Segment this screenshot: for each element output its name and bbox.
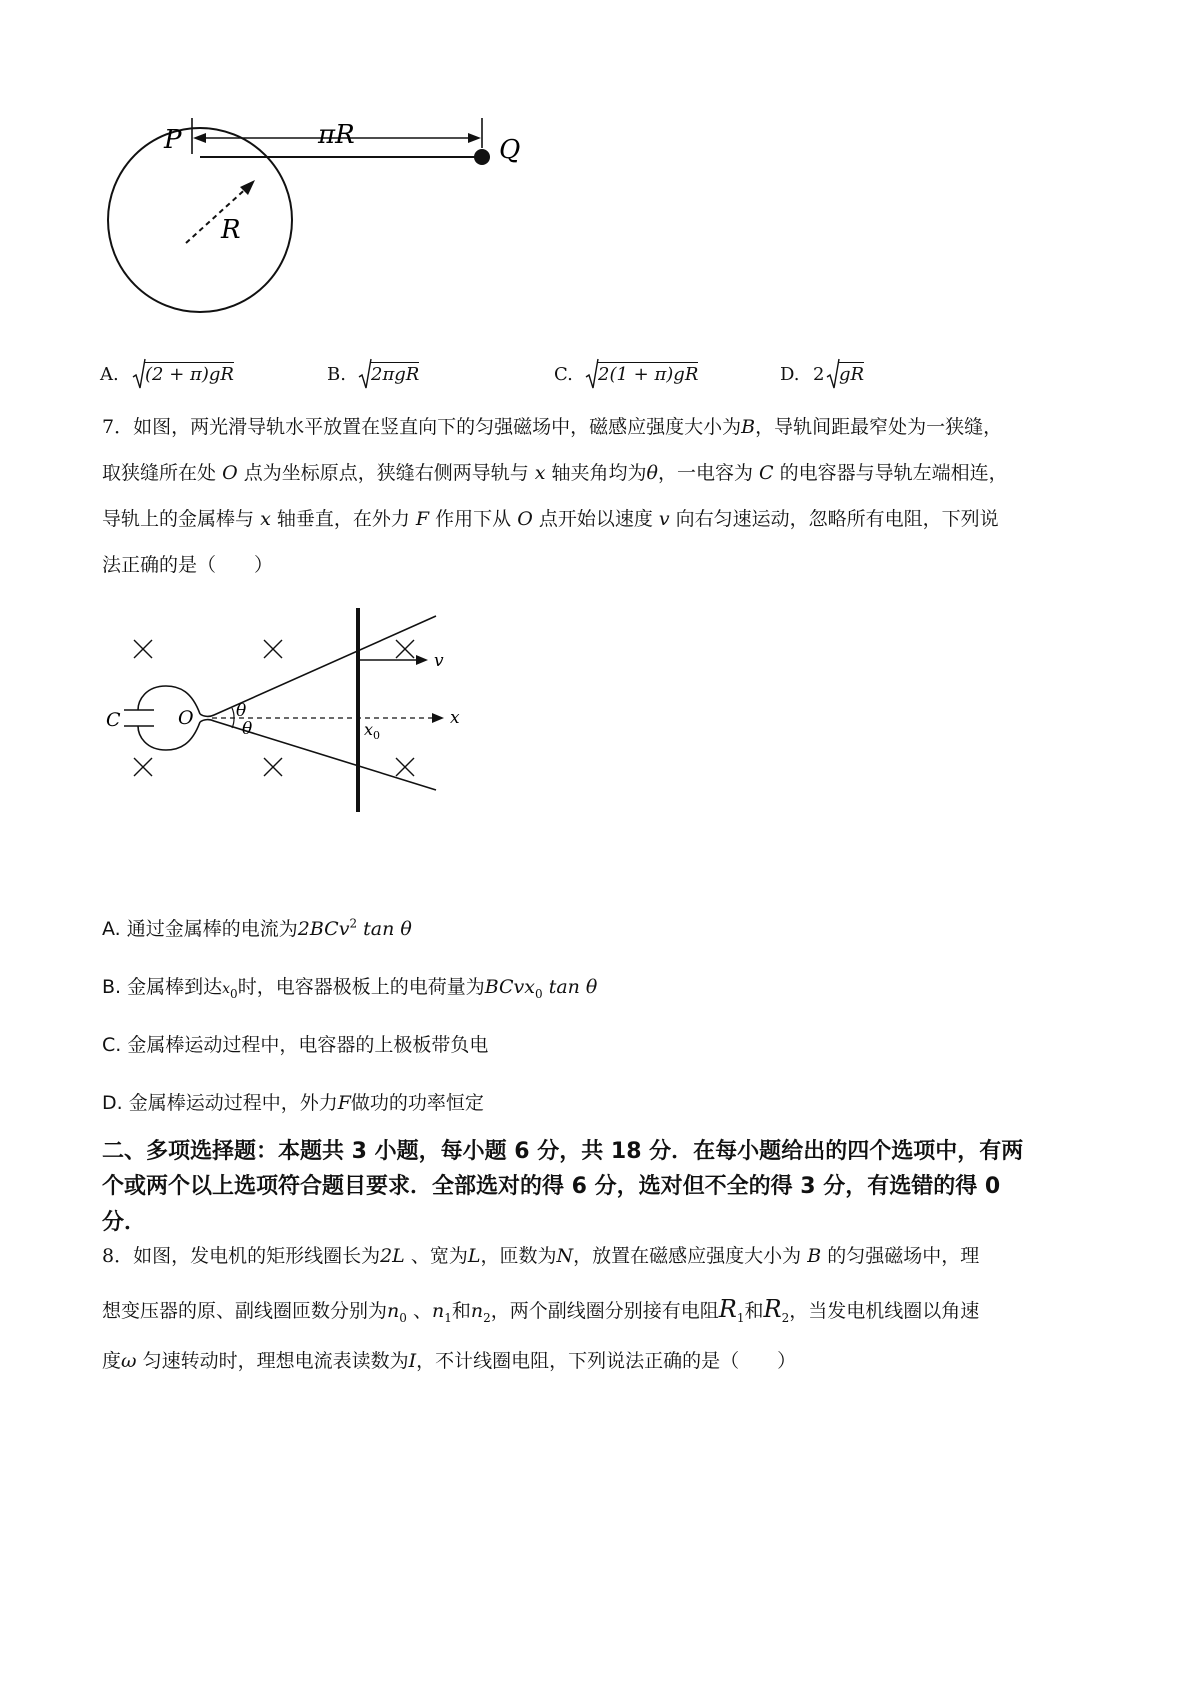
distance-arrowhead-left	[193, 133, 206, 143]
sqrt-sign	[132, 358, 146, 390]
option-expr: 2πgR	[371, 364, 420, 385]
option-letter: D.	[780, 364, 800, 385]
q8-line-2: 想变压器的原、副线圈匝数分别为$n_0$ 、$n_1$和$n_2$，两个副线圈分别接有电阻$R_1$和$R_2$，当发电机线圈以角速	[102, 1295, 980, 1325]
option-letter: B.	[327, 364, 346, 385]
label-q: Q	[499, 135, 521, 165]
label-o: O	[178, 707, 194, 729]
angle-arc-top	[232, 708, 234, 718]
field-cross	[396, 640, 414, 658]
rail-bottom	[200, 720, 436, 790]
label-c: C	[106, 709, 121, 731]
q7-line-1: 7．如图，两光滑导轨水平放置在竖直向下的匀强磁场中，磁感应强度大小为B，导轨间距最窄处为一狭缝，	[102, 416, 1003, 438]
label-v: v	[434, 651, 444, 671]
option-expr: 2(1 + π)gR	[598, 364, 699, 385]
label-x0: $x_0$	[364, 720, 381, 742]
field-cross	[134, 758, 152, 776]
q7-option-a[interactable]: A. 通过金属棒的电流为2BCv$^2$ tan θ	[102, 916, 412, 940]
circle-track	[108, 128, 292, 312]
label-pi-r: πR	[318, 120, 355, 150]
distance-arrowhead-right	[468, 133, 481, 143]
q7-option-d[interactable]: D. 金属棒运动过程中，外力F做功的功率恒定	[102, 1092, 484, 1114]
velocity-arrowhead	[416, 655, 428, 665]
option-expr: (2 + π)gR	[145, 364, 234, 385]
option-letter: A.	[100, 364, 119, 385]
q7-line-2: 取狭缝所在处 O 点为坐标原点，狭缝右侧两导轨与 x 轴夹角均为θ，一电容为 C 的电容器与导轨左端相连，	[102, 462, 1008, 484]
label-p: P	[164, 125, 182, 155]
sqrt-sign	[826, 358, 840, 390]
field-cross	[134, 640, 152, 658]
field-cross	[264, 758, 282, 776]
option-letter: C.	[554, 364, 573, 385]
sqrt-sign	[585, 358, 599, 390]
section-heading-line-1: 二、多项选择题：本题共 3 小题，每小题 6 分，共 18 分．在每小题给出的四个选项中，有两	[102, 1139, 1024, 1164]
x-axis-arrowhead	[432, 713, 444, 723]
circle-diagram	[100, 110, 560, 345]
rail-diagram	[100, 600, 480, 820]
q7-line-4: 法正确的是（ ）	[102, 554, 274, 576]
q7-line-3: 导轨上的金属棒与 x 轴垂直，在外力 F 作用下从 O 点开始以速度 v 向右匀速运动，忽略所有电阻，下列说	[102, 508, 999, 530]
label-r: R	[221, 215, 241, 245]
section-heading-line-2: 个或两个以上选项符合题目要求．全部选对的得 6 分，选对但不全的得 3 分，有选错的得 0	[102, 1174, 1001, 1199]
q7-option-b[interactable]: B. 金属棒到达$x_0$时，电容器极板上的电荷量为BCvx$_0$ tan θ	[102, 976, 598, 1001]
option-coefficient: 2	[813, 364, 825, 385]
option-expr: gR	[839, 364, 865, 385]
label-x: x	[450, 708, 460, 728]
field-cross	[396, 758, 414, 776]
section-heading-line-3: 分．	[102, 1210, 147, 1235]
field-cross	[264, 640, 282, 658]
q8-line-1: 8．如图，发电机的矩形线圈长为2L 、宽为L，匝数为N，放置在磁感应强度大小为 B 的匀强磁场中，理	[102, 1245, 980, 1267]
q7-option-c[interactable]: C. 金属棒运动过程中，电容器的上极板带负电	[102, 1034, 489, 1056]
sqrt-sign	[358, 358, 372, 390]
label-theta-bottom: θ	[242, 719, 253, 739]
point-q	[474, 149, 490, 165]
label-theta-top: θ	[236, 701, 247, 721]
q8-line-3: 度ω 匀速转动时，理想电流表读数为I，不计线圈电阻，下列说法正确的是（ ）	[102, 1350, 797, 1372]
